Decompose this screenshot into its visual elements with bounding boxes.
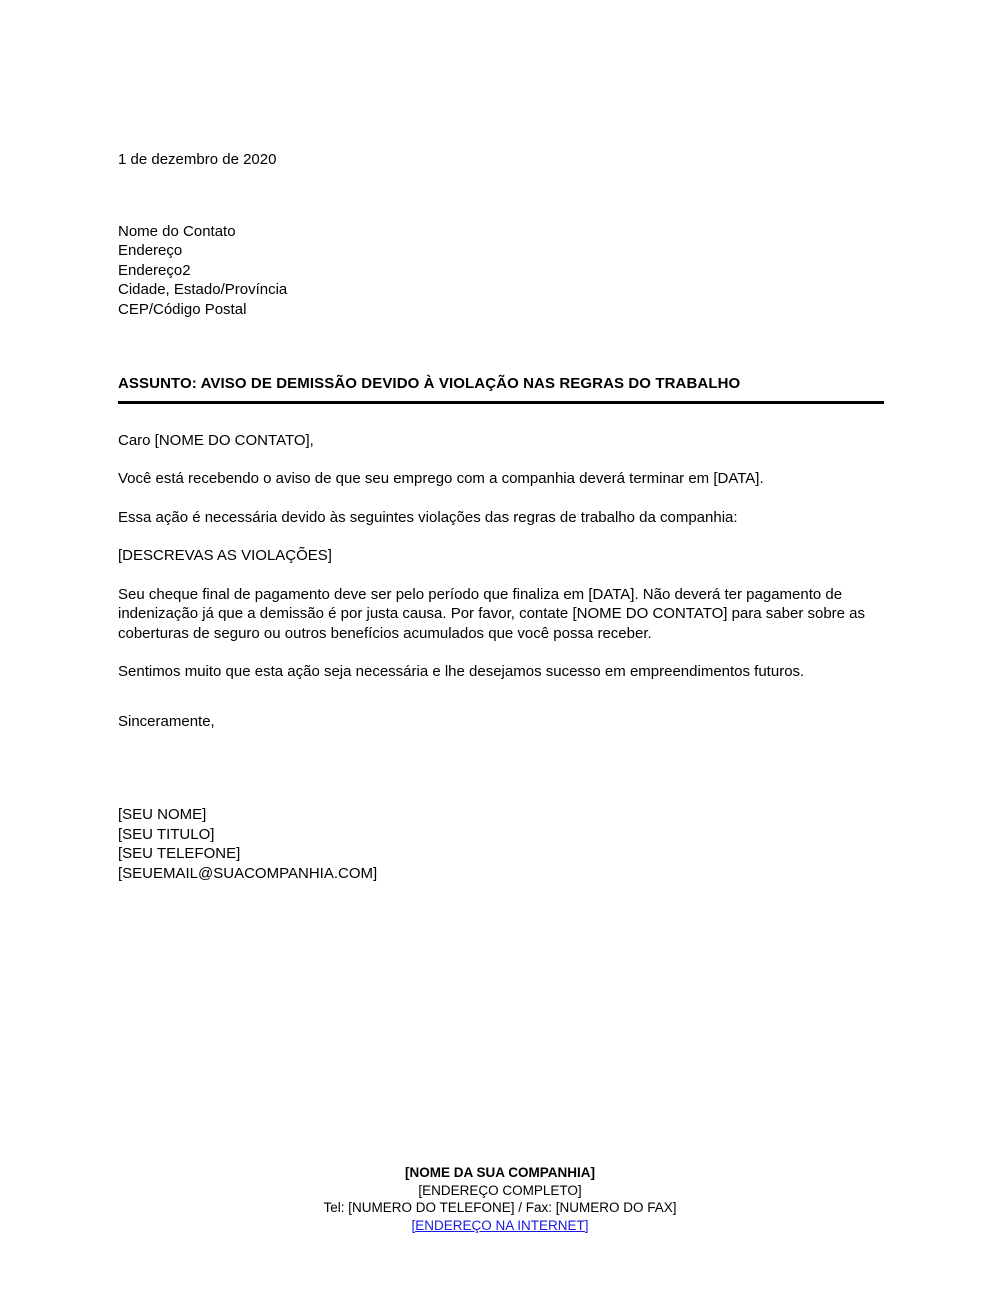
paragraph-reason-intro: Essa ação é necessária devido às seguintes violações das regras de trabalho da companhia:: [118, 508, 738, 526]
sender-signature-block: [118, 805, 884, 883]
paragraph-violations-placeholder: [DESCREVAS AS VIOLAÇÕES]: [118, 547, 332, 564]
recipient-address-line-2: Endereço2: [118, 261, 191, 279]
footer-website-link[interactable]: [ENDEREÇO NA INTERNET]: [411, 1217, 589, 1233]
recipient-address-line-1: Endereço: [118, 242, 183, 259]
body-text-block: [118, 431, 884, 682]
signature-space: [118, 731, 884, 805]
recipient-address-block: [118, 222, 884, 320]
recipient-name: Nome do Contato: [118, 222, 236, 240]
sender-phone: [SEU TELEFONE]: [118, 845, 241, 862]
recipient-postal-code: CEP/Código Postal: [118, 300, 247, 318]
paragraph-closing-wishes: Sentimos muito que esta ação seja necessária e lhe desejamos sucesso em empreendimentos futuros.: [118, 663, 805, 680]
salutation: Caro [NOME DO CONTATO],: [118, 431, 314, 449]
sender-email: [SEUEMAIL@SUACOMPANHIA.COM]: [118, 864, 378, 882]
closing-salutation: Sinceramente,: [118, 712, 215, 730]
paragraph-final-paycheck: Seu cheque final de pagamento deve ser pelo período que finaliza em [DATA]. Não deverá ter pagamento de indenização já que a demissão é por justa causa. Por favor, contate [NOME DO CONTATO] para saber sobre as coberturas de seguro ou outros benefícios acumulados que você possa receber.: [118, 585, 866, 642]
subject-line: ASSUNTO: AVISO DE DEMISSÃO DEVIDO À VIOLAÇÃO NAS REGRAS DO TRABALHO: [118, 375, 741, 392]
sender-name: [SEU NOME]: [118, 806, 207, 823]
paragraph-termination-notice: Você está recebendo o aviso de que seu emprego com a companhia deverá terminar em [DATA].: [118, 470, 764, 487]
footer-website-line: [0, 1217, 1000, 1235]
footer-address: [ENDEREÇO COMPLETO]: [418, 1182, 582, 1198]
letter-body: [118, 150, 884, 883]
recipient-city-state: Cidade, Estado/Província: [118, 281, 288, 298]
sender-title: [SEU TITULO]: [118, 825, 215, 843]
footer-company-name: [NOME DA SUA COMPANHIA]: [405, 1165, 595, 1180]
page-footer: [0, 1164, 1000, 1234]
footer-phone-fax: Tel: [NUMERO DO TELEFONE] / Fax: [NUMERO DO FAX]: [323, 1200, 677, 1215]
subject-divider: [118, 401, 884, 404]
subject-block: [118, 374, 884, 404]
letter-date: 1 de dezembro de 2020: [118, 151, 277, 168]
